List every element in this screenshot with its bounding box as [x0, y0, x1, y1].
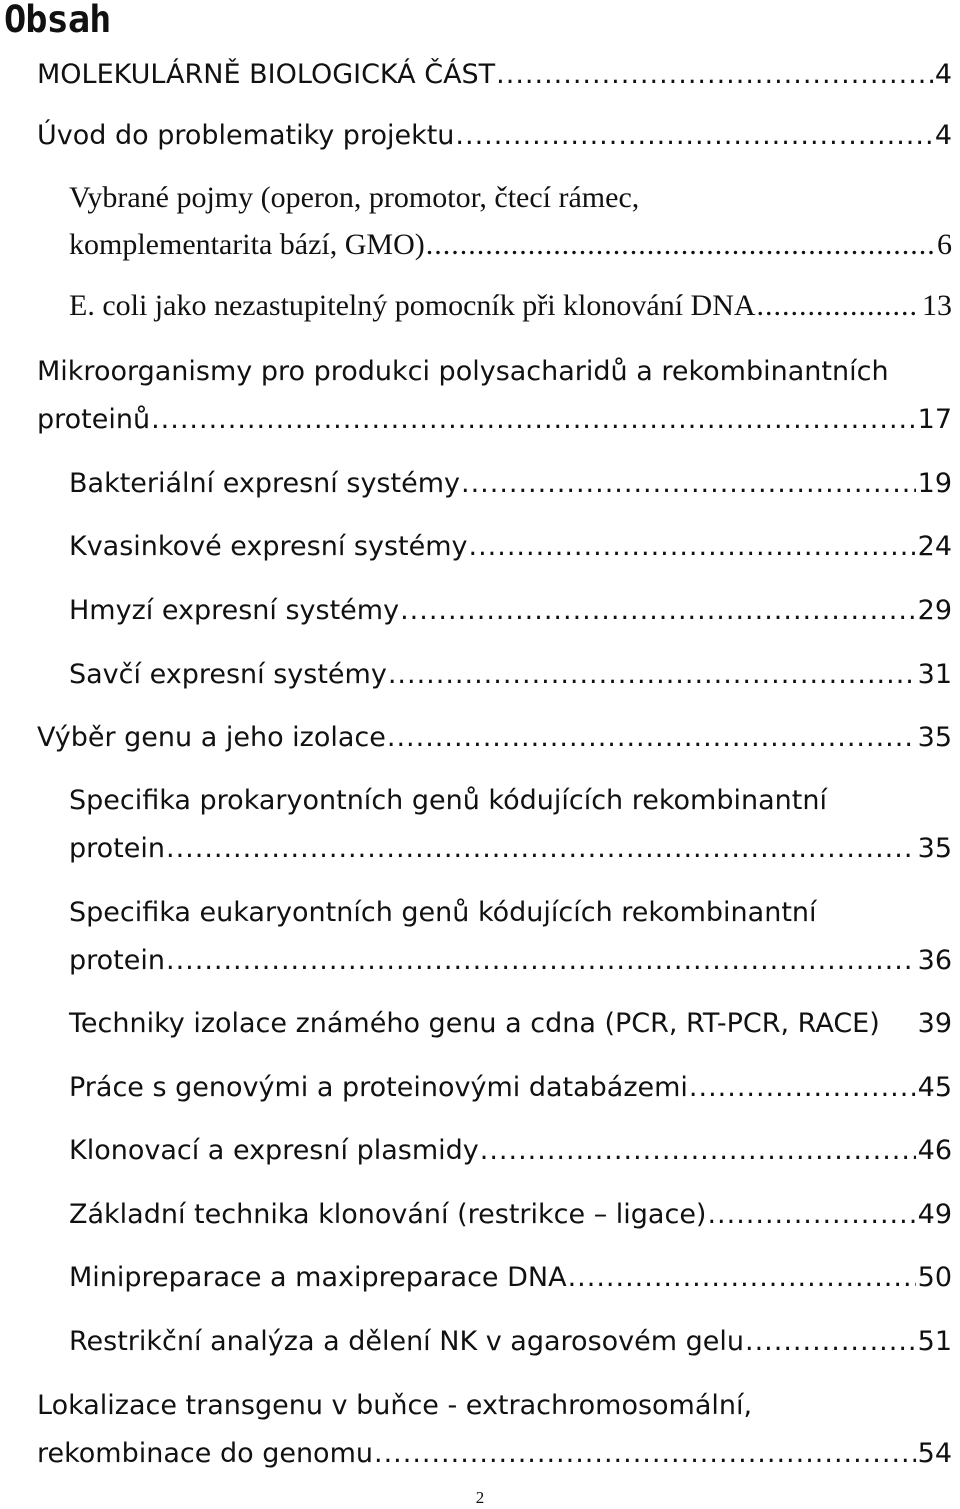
- page-title: Obsah: [4, 0, 111, 41]
- toc-entry[interactable]: [69, 1068, 952, 1108]
- toc-leader: [461, 464, 916, 504]
- toc-page-number: 4: [934, 59, 952, 90]
- toc-leader: [151, 400, 916, 440]
- toc-entry[interactable]: [69, 829, 952, 869]
- toc-entry-label: Klonovací a expresní plasmidy: [69, 1135, 479, 1166]
- toc-entry-label-line1: Specifika eukaryontních genů kódujících rekombinantní: [69, 897, 817, 928]
- toc-entry[interactable]: [69, 1131, 952, 1171]
- toc-page-number: 35: [917, 833, 952, 864]
- toc-entry-label-line1: Lokalizace transgenu v buňce - extrachromosomální,: [37, 1390, 753, 1421]
- toc-leader: [496, 55, 933, 95]
- toc-leader: [568, 1258, 916, 1298]
- toc-entry-label: E. coli jako nezastupitelný pomocník při klonování DNA: [69, 289, 756, 322]
- toc-page-number: 51: [917, 1326, 952, 1357]
- toc-page-number: 6: [937, 228, 952, 261]
- toc-entry-label-line1: Mikroorganismy pro produkci polysacharidů a rekombinantních: [37, 356, 889, 387]
- toc-entry-label: Restrikční analýza a dělení NK v agarosovém gelu: [69, 1326, 744, 1357]
- toc-entry-label: Úvod do problematiky projektu: [37, 120, 455, 151]
- toc-leader: [166, 941, 916, 981]
- toc-entry-label-line1: Vybrané pojmy (operon, promotor, čtecí rámec,: [69, 181, 640, 214]
- toc-entry[interactable]: [37, 400, 952, 440]
- toc-page-number: 17: [917, 404, 952, 435]
- toc-leader: [469, 527, 916, 567]
- toc-leader: [689, 1068, 916, 1108]
- toc-page-number: 54: [917, 1438, 952, 1469]
- toc-entry-label: Bakteriální expresní systémy: [69, 468, 460, 499]
- toc-entry-label: proteinů: [37, 404, 151, 435]
- toc-leader: [166, 829, 916, 869]
- toc-page-number: 45: [917, 1072, 952, 1103]
- toc-entry[interactable]: [69, 941, 952, 981]
- toc-entry[interactable]: [37, 116, 952, 156]
- toc-leader: [426, 225, 935, 265]
- toc-leader: [387, 718, 916, 758]
- toc-entry-label-line1: Specifika prokaryontních genů kódujících rekombinantní: [69, 785, 827, 816]
- page-number: 2: [475, 1488, 485, 1507]
- toc-entry-label: Práce s genovými a proteinovými databázemi: [69, 1072, 688, 1103]
- toc-page-number: 29: [917, 595, 952, 626]
- toc-page-number: 50: [917, 1262, 952, 1293]
- toc-leader: [707, 1195, 915, 1235]
- toc-entry[interactable]: [69, 225, 952, 265]
- toc-entry[interactable]: [37, 55, 952, 95]
- toc-entry-label: komplementarita bází, GMO): [69, 228, 425, 261]
- toc-entry-label: MOLEKULÁRNĚ BIOLOGICKÁ ČÁST: [37, 59, 496, 90]
- toc-entry[interactable]: [69, 1195, 952, 1235]
- toc-entry-label: Základní technika klonování (restrikce – ligace): [69, 1199, 707, 1230]
- toc-entry-label: protein: [69, 945, 165, 976]
- toc-page-number: 36: [917, 945, 952, 976]
- toc-entry[interactable]: [37, 718, 952, 758]
- toc-page-number: 24: [917, 531, 952, 562]
- toc-entry-label: Techniky izolace známého genu a cdna (PCR, RT-PCR, RACE): [69, 1008, 880, 1039]
- toc-entry[interactable]: [37, 1434, 952, 1474]
- toc-entry-label: Savčí expresní systémy: [69, 659, 387, 690]
- toc-page-number: 49: [917, 1199, 952, 1230]
- toc-entry[interactable]: [69, 286, 952, 326]
- toc-entry[interactable]: [69, 1004, 952, 1044]
- toc-entry-label: Kvasinkové expresní systémy: [69, 531, 468, 562]
- toc-leader: [757, 286, 920, 326]
- toc-entry[interactable]: [69, 591, 952, 631]
- toc-leader: [400, 591, 916, 631]
- toc-entry[interactable]: [69, 527, 952, 567]
- toc-entry-label: Hmyzí expresní systémy: [69, 595, 400, 626]
- toc-entry-label: Minipreparace a maxipreparace DNA: [69, 1262, 567, 1293]
- toc-page-number: 4: [934, 120, 952, 151]
- toc-entry[interactable]: [69, 655, 952, 695]
- toc-leader: [388, 655, 916, 695]
- toc-entry-label: rekombinace do genomu: [37, 1438, 373, 1469]
- toc-entry[interactable]: [69, 1322, 952, 1362]
- toc-entry-label: Výběr genu a jeho izolace: [37, 722, 386, 753]
- toc-leader: [480, 1131, 916, 1171]
- toc-page-number: 35: [917, 722, 952, 753]
- toc-leader: [455, 116, 932, 156]
- toc-page-number: 13: [922, 289, 952, 322]
- toc-page-number: 31: [917, 659, 952, 690]
- toc-entry-label: protein: [69, 833, 165, 864]
- toc-entry[interactable]: [69, 1258, 952, 1298]
- toc-leader: [374, 1434, 916, 1474]
- toc-page-number: 39: [917, 1008, 952, 1039]
- toc-page-number: 19: [917, 468, 952, 499]
- toc-leader: [745, 1322, 916, 1362]
- toc-page-number: 46: [917, 1135, 952, 1166]
- toc-entry[interactable]: [69, 464, 952, 504]
